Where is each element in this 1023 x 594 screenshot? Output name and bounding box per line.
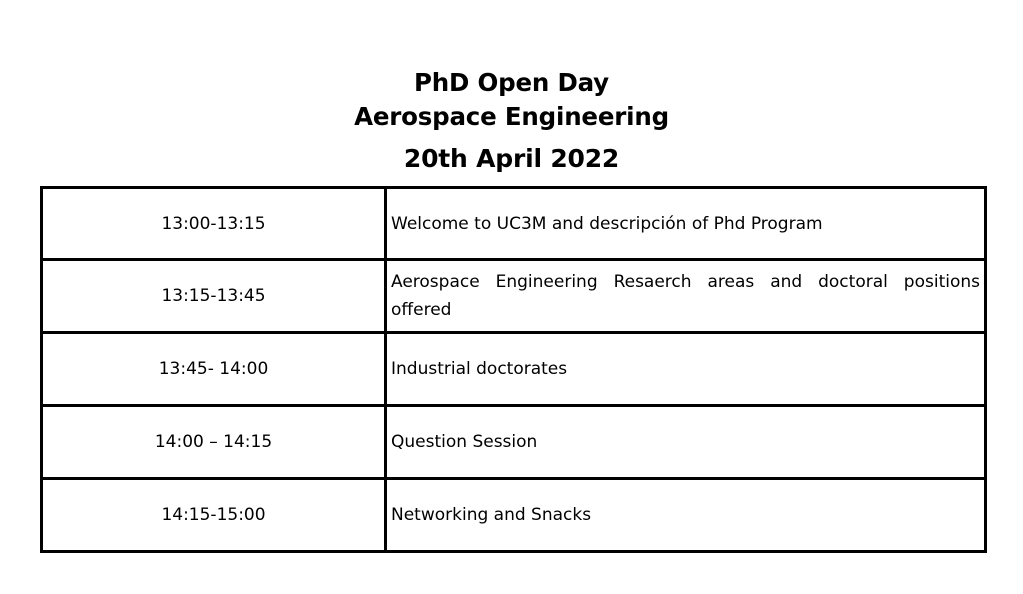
time-cell: 13:15-13:45 xyxy=(42,260,386,333)
time-cell: 14:15-15:00 xyxy=(42,479,386,552)
table-row xyxy=(42,188,986,260)
time-cell: 13:00-13:15 xyxy=(42,188,386,260)
activity-cell: Industrial doctorates xyxy=(386,333,986,406)
table-row xyxy=(42,479,986,552)
time-cell: 13:45- 14:00 xyxy=(42,333,386,406)
time-cell: 14:00 – 14:15 xyxy=(42,406,386,479)
page-subtitle: Aerospace Engineering xyxy=(354,102,669,131)
activity-cell: Aerospace Engineering Resaerch areas and doctoral positions offered xyxy=(386,260,986,333)
activity-cell: Welcome to UC3M and descripción of Phd Program xyxy=(386,188,986,260)
table-row xyxy=(42,260,986,333)
schedule-table xyxy=(40,186,987,553)
table-row xyxy=(42,333,986,406)
header xyxy=(0,66,1023,176)
activity-cell: Networking and Snacks xyxy=(386,479,986,552)
event-date: 20th April 2022 xyxy=(403,144,620,173)
table-row xyxy=(42,406,986,479)
activity-cell: Question Session xyxy=(386,406,986,479)
page-title: PhD Open Day xyxy=(414,68,609,97)
